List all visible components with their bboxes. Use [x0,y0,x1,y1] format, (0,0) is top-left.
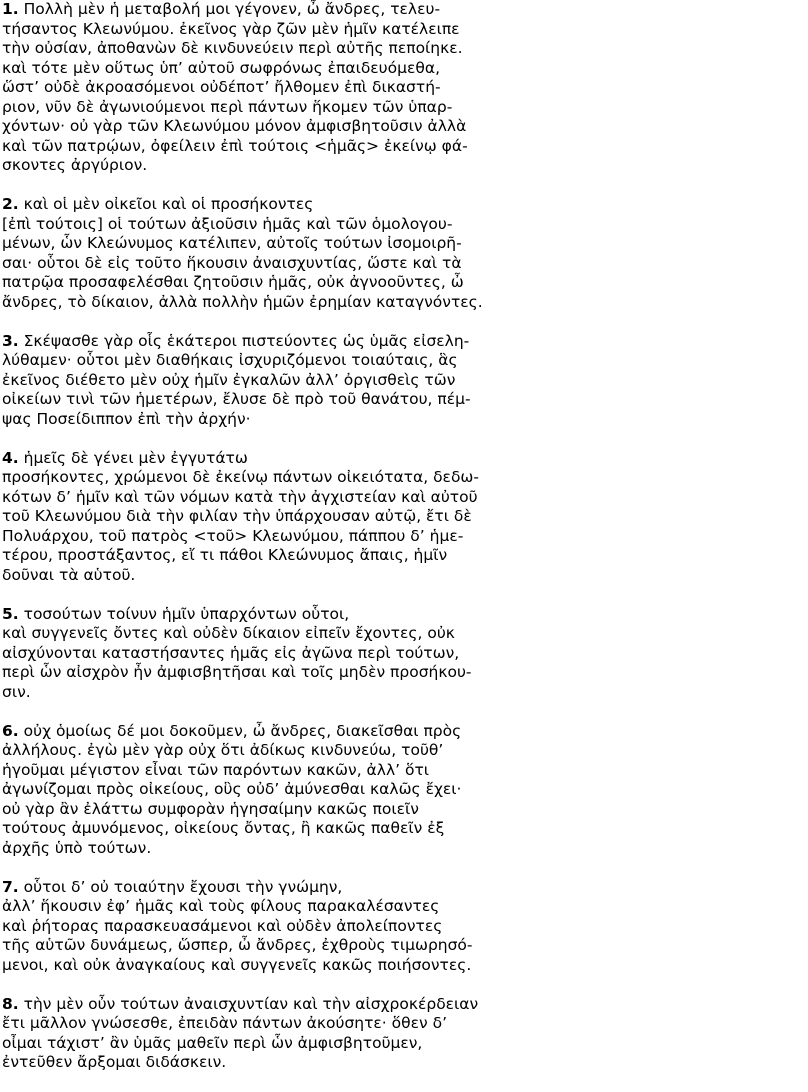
text-line: ἀλλ’ ἥκουσιν ἐφ’ ἡμᾶς καὶ τοὺς φίλους παρακαλέσαντες [2,897,440,915]
text-line: ἀρχῆς ὑπὸ τούτων. [2,838,152,857]
text-line [2,878,802,898]
text-line: ἀγωνίζομαι πρὸς οἰκείους, οὓς οὐδ’ ἀμύνεσθαι καλῶς ἔχει· [2,780,462,798]
text-line: χόντων· οὐ γὰρ τῶν Κλεωνύμου μόνον ἀμφισβητοῦσιν ἀλλὰ [2,117,467,135]
text-line: τέρου, προστάξαντος, εἴ τι πάθοι Κλεώνυμος ἄπαις, ἡμῖν [2,546,448,564]
line-text: Σκέψασθε γὰρ οἷς ἑκάτεροι πιστεύοντες ὡς ὑμᾶς εἰσελη- [18,331,470,350]
line-text: τὴν μὲν οὖν τούτων ἀναισχυντίαν καὶ τὴν αἰσχροκέρδειαν [18,994,479,1013]
text-line: ἔτι μᾶλλον γνώσεσθε, ἐπειδὰν πάντων ἀκούσητε· ὅθεν δ’ [2,1014,448,1032]
section-number: 2. [2,195,19,213]
text-line: δοῦναι τὰ αὑτοῦ. [2,565,136,584]
line-text: οὐχ ὁμοίως δέ μοι δοκοῦμεν, ὦ ἄνδρες, διακεῖσθαι πρὸς [18,721,462,740]
line-text: Πολλὴ μὲν ἡ μεταβολή μοι γέγονεν, ὦ ἄνδρες, τελευ- [18,0,441,18]
text-line: τοῦ Κλεωνύμου διὰ τὴν φιλίαν τὴν ὑπάρχουσαν αὐτῷ, ἔτι δὲ [2,507,472,525]
text-line: τούτους ἀμυνόμενος, οἰκείους ὄντας, ἢ κακῶς παθεῖν ἐξ [2,819,445,837]
paragraph-3 [2,332,802,430]
section-number: 6. [2,721,19,740]
text-line [2,605,802,625]
text-line: λύθαμεν· οὗτοι μὲν διαθήκαις ἰσχυριζόμενοι τοιαύταις, ἃς [2,351,458,369]
section-number: 3. [2,331,19,350]
section-number: 8. [2,994,19,1013]
text-line [2,722,802,742]
text-line: ὥστ’ οὐδὲ ἀκροασόμενοι οὐδέποτ’ ἤλθομεν ἐπὶ δικαστή- [2,78,441,96]
text-line: ἄνδρες, τὸ δίκαιον, ἀλλὰ πολλὴν ἡμῶν ἐρημίαν καταγνόντες. [2,292,483,311]
text-line: ἐκεῖνος διέθετο μὲν οὐχ ἡμῖν ἐγκαλῶν ἀλλ’ ὀργισθεὶς τῶν [2,370,456,389]
paragraph-6 [2,722,802,859]
text-line: τὴν οὐσίαν, ἀποθανὼν δὲ κινδυνεύειν περὶ αὐτῆς πεποίηκε. [2,39,463,57]
text-line: μένων, ὧν Κλεώνυμος κατέλιπεν, αὐτοῖς τούτων ἰσομοιρῆ- [2,234,462,252]
text-line: μενοι, καὶ οὐκ ἀναγκαίους καὶ συγγενεῖς κακῶς ποιήσοντες. [2,955,472,974]
paragraph-7 [2,878,802,976]
section-number: 1. [2,0,19,18]
text-line: καὶ ῥήτορας παρασκευασάμενοι καὶ οὐδὲν ἀπολείποντες [2,916,443,935]
document-body [2,0,802,1092]
text-line: κότων δ’ ἡμῖν καὶ τῶν νόμων κατὰ τὴν ἀγχιστείαν καὶ αὐτοῦ [2,487,478,506]
text-line [2,0,802,20]
text-line [2,332,802,352]
text-line: οὐ γὰρ ἂν ἐλάττω συμφορὰν ἡγησαίμην κακῶς ποιεῖν [2,799,419,818]
text-line [2,195,802,215]
text-line: ἀλλήλους. ἐγὼ μὲν γὰρ οὐχ ὅτι ἀδίκως κινδυνεύω, τοῦθ’ [2,741,444,759]
paragraph-4 [2,449,802,586]
text-line: ψας Ποσείδιππον ἐπὶ τὴν ἀρχήν· [2,409,251,428]
line-text: οὗτοι δ’ οὐ τοιαύτην ἔχουσι τὴν γνώμην, [18,877,343,896]
section-number: 4. [2,448,19,467]
text-line: [ἐπὶ τούτοις] οἱ τούτων ἀξιοῦσιν ἡμᾶς καὶ τῶν ὁμολογου- [2,214,453,233]
paragraph-5 [2,605,802,703]
text-line: περὶ ὧν αἰσχρὸν ἦν ἀμφισβητῆσαι καὶ τοῖς μηδὲν προσήκου- [2,663,472,681]
text-line [2,449,802,469]
text-line: ἐντεῦθεν ἄρξομαι διδάσκειν. [2,1053,227,1071]
paragraph-1 [2,0,802,176]
paragraph-2 [2,195,802,312]
text-line: σαι· οὗτοι δὲ εἰς τοῦτο ἥκουσιν ἀναισχυντίας, ὥστε καὶ τὰ [2,253,462,272]
line-text: τοσούτων τοίνυν ἡμῖν ὑπαρχόντων οὗτοι, [18,604,350,623]
text-line: προσήκοντες, χρώμενοι δὲ ἐκείνῳ πάντων οἰκειότατα, δεδω- [2,468,479,486]
text-line: οἶμαι τάχιστ’ ἂν ὑμᾶς μαθεῖν περὶ ὧν ἀμφισβητοῦμεν, [2,1033,423,1052]
text-line: τήσαντος Κλεωνύμου. ἐκεῖνος γὰρ ζῶν μὲν ἡμῖν κατέλειπε [2,19,460,38]
text-line: τῆς αὑτῶν δυνάμεως, ὥσπερ, ὦ ἄνδρες, ἐχθροὺς τιμωρησό- [2,936,473,954]
paragraph-8 [2,995,802,1073]
text-line: πατρῷα προσαφελέσθαι ζητοῦσιν ἡμᾶς, οὐκ ἀγνοοῦντες, ὦ [2,273,464,291]
text-line: καὶ συγγενεῖς ὄντες καὶ οὐδὲν δίκαιον εἰπεῖν ἔχοντες, οὐκ [2,624,455,642]
text-line: Πολυάρχου, τοῦ πατρὸς <τοῦ> Κλεωνύμου, πάππου δ’ ἡμε- [2,526,464,545]
section-number: 7. [2,877,19,896]
text-line: σκοντες ἀργύριον. [2,156,148,174]
line-text: ἡμεῖς δὲ γένει μὲν ἐγγυτάτω [18,448,248,467]
section-number: 5. [2,604,19,623]
text-line: καὶ τῶν πατρῴων, ὀφείλειν ἐπὶ τούτοις <ἡμᾶς> ἐκείνῳ φά- [2,136,468,155]
text-line: σιν. [2,682,31,701]
text-line [2,995,802,1015]
text-line: οἰκείων τινὶ τῶν ἡμετέρων, ἔλυσε δὲ πρὸ τοῦ θανάτου, πέμ- [2,390,471,408]
text-line: ριον, νῦν δὲ ἀγωνιούμενοι περὶ πάντων ἥκομεν τῶν ὑπαρ- [2,97,453,116]
text-line: αἰσχύνονται καταστήσαντες ἡμᾶς εἰς ἀγῶνα περὶ τούτων, [2,643,460,662]
text-line: ἡγοῦμαι μέγιστον εἶναι τῶν παρόντων κακῶν, ἀλλ’ ὅτι [2,760,430,779]
text-line: καὶ τότε μὲν οὕτως ὑπ’ αὐτοῦ σωφρόνως ἐπαιδευόμεθα, [2,58,441,77]
line-text: καὶ οἱ μὲν οἰκεῖοι καὶ οἱ προσήκοντες [18,195,314,213]
